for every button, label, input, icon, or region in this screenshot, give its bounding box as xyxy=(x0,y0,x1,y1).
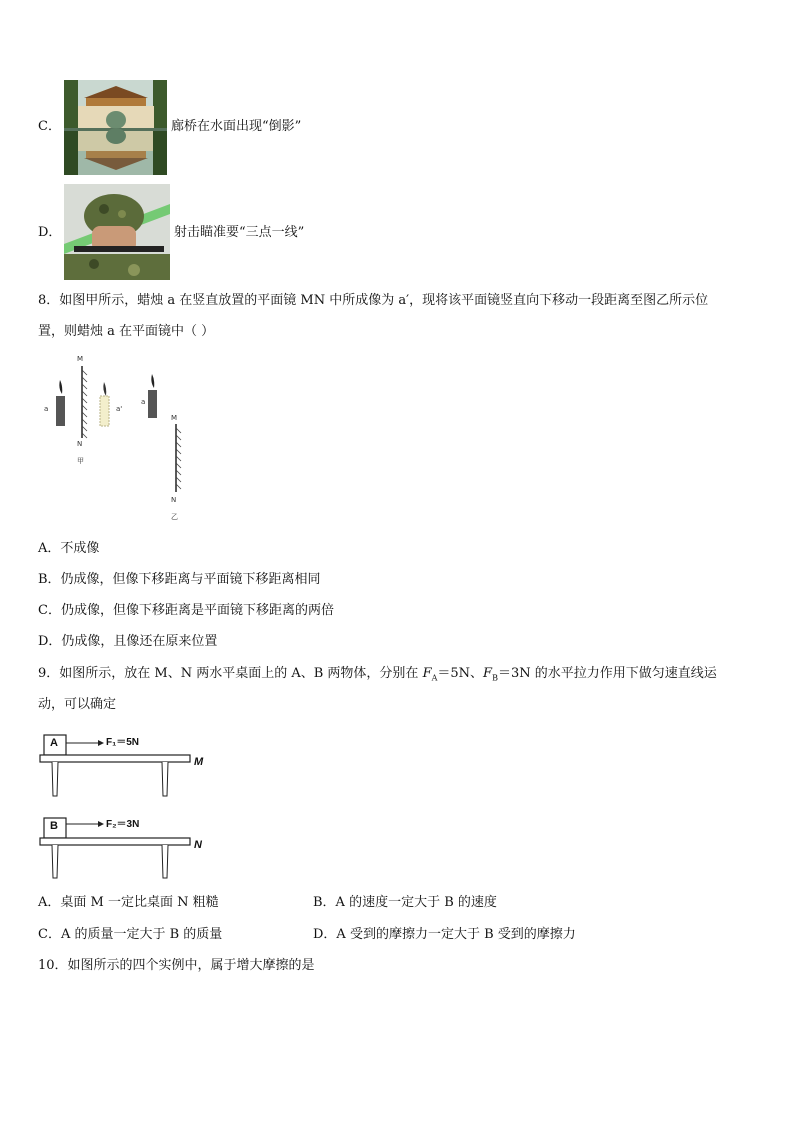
fa-symbol: F xyxy=(422,666,432,681)
q8-stem-line2: 置，则蜡烛 a 在平面镜中（ ） xyxy=(38,324,215,339)
fig-jia-candle-label: a xyxy=(44,405,49,413)
fa-value: ＝5N、 xyxy=(437,666,484,681)
fig-jia-n-label: N xyxy=(77,440,83,448)
fig-jia-m-label: M xyxy=(77,355,84,363)
fb-symbol: F xyxy=(483,666,493,681)
f2-label: F₂＝3N xyxy=(106,819,140,830)
option-c-text: 廊桥在水面出现“倒影” xyxy=(171,119,302,134)
option-d-text: 射击瞄准要“三点一线” xyxy=(174,225,305,240)
fig-yi-caption: 乙 xyxy=(171,513,178,521)
fig-jia-caption: 甲 xyxy=(77,457,84,465)
q9-option-a: A．桌面 M 一定比桌面 N 粗糙 xyxy=(38,895,219,910)
q9-stem-line1 xyxy=(38,665,717,688)
box-a-label: A xyxy=(50,737,58,749)
q8-option-b: B．仍成像，但像下移距离与平面镜下移距离相同 xyxy=(38,572,321,587)
q8-option-a: A．不成像 xyxy=(38,541,100,556)
q8-option-c: C．仍成像，但像下移距离是平面镜下移距离的两倍 xyxy=(38,603,334,618)
table-n-label: N xyxy=(194,839,202,851)
q9-stem-part1: 9．如图所示，放在 M、N 两水平桌面上的 A、B 两物体，分别在 xyxy=(38,666,423,681)
soldier-aiming-image xyxy=(64,184,170,280)
q9-option-d: D．A 受到的摩擦力一定大于 B 受到的摩擦力 xyxy=(313,927,576,942)
option-c-letter: C． xyxy=(38,119,61,134)
q8-stem-line1: 8．如图甲所示，蜡烛 a 在竖直放置的平面镜 MN 中所成像为 a′，现将该平面镜竖直向下移动一段距离至图乙所示位 xyxy=(38,293,709,308)
fig-yi-candle-label: a xyxy=(141,398,146,406)
box-b-label: B xyxy=(50,820,58,832)
q8-option-d: D．仍成像，且像还在原来位置 xyxy=(38,634,218,649)
table-m-label: M xyxy=(194,756,204,768)
q8-mirror-figure xyxy=(40,352,200,527)
option-d-letter: D． xyxy=(38,225,62,240)
q10-stem: 10．如图所示的四个实例中，属于增大摩擦的是 xyxy=(38,958,315,973)
q9-table-figure xyxy=(36,728,226,883)
fig-yi-n-label: N xyxy=(171,496,177,504)
fb-subscript: B xyxy=(492,673,498,683)
fb-value: ＝3N 的水平拉力作用下做匀速直线运 xyxy=(497,666,717,681)
fig-yi-m-label: M xyxy=(171,414,178,422)
f1-label: F₁＝5N xyxy=(106,737,140,748)
bridge-reflection-image xyxy=(64,80,167,175)
q9-option-b: B．A 的速度一定大于 B 的速度 xyxy=(313,895,497,910)
fig-jia-image-label: a' xyxy=(116,405,123,413)
q9-stem-line2: 动，可以确定 xyxy=(38,697,117,712)
q9-option-c: C．A 的质量一定大于 B 的质量 xyxy=(38,927,223,942)
fa-subscript: A xyxy=(431,673,438,683)
